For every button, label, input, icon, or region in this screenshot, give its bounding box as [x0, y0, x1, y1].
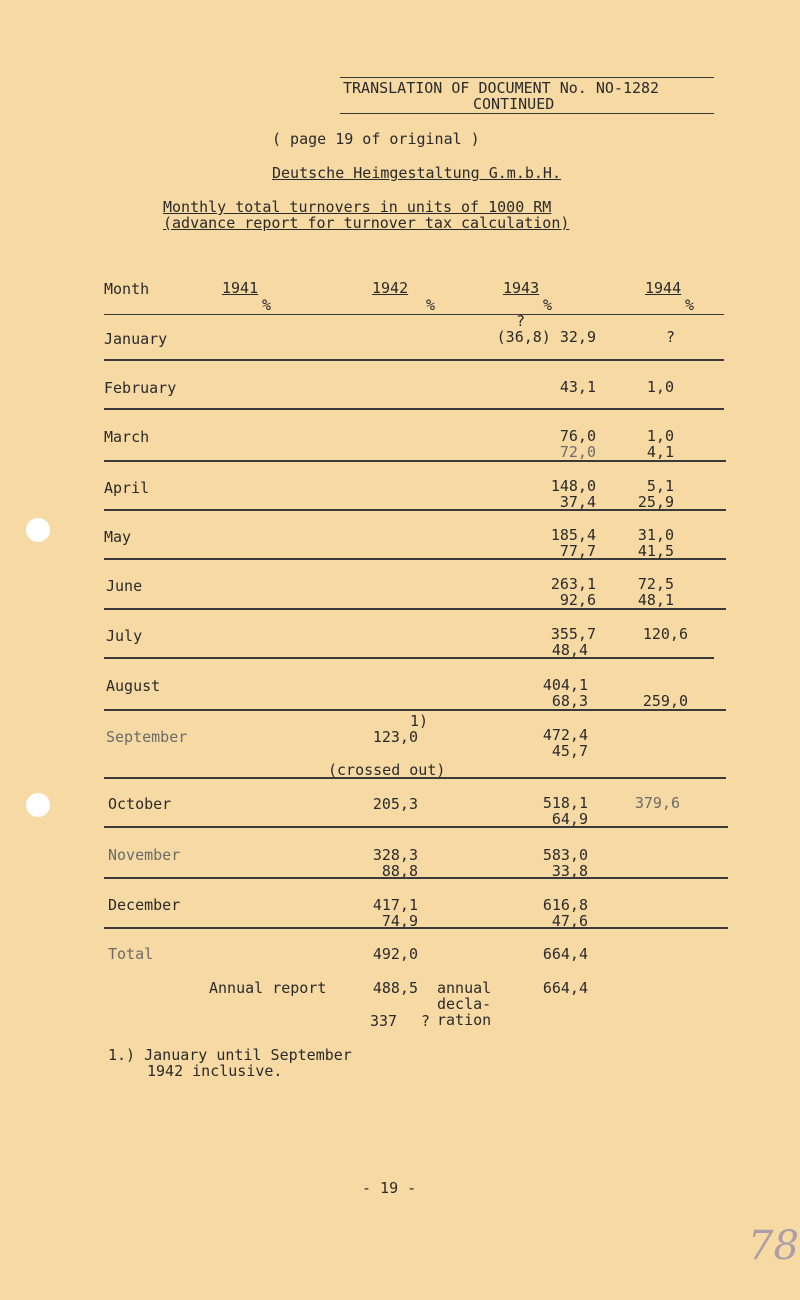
cell-1942-annual-report-alt: 337 — [370, 1012, 398, 1030]
cell-1943-february: 43,1 — [559, 378, 596, 396]
month-label-november: November — [108, 846, 181, 864]
cell-1943-october: 518,1 — [542, 794, 588, 812]
cell-1943-november-percent: 33,8 — [551, 862, 588, 880]
month-label-september: September — [106, 728, 188, 746]
percent-1944: % — [685, 296, 695, 314]
cell-1944-may-percent: 41,5 — [637, 542, 674, 560]
cell-1944-october: 379,6 — [634, 794, 680, 812]
cell-1943-july: 355,7 — [550, 625, 596, 643]
cell-1943-annual-report: 664,4 — [542, 979, 588, 997]
row-rule-august — [104, 709, 726, 711]
row-rule-january — [104, 359, 724, 361]
cell-1943-june: 263,1 — [550, 575, 596, 593]
month-column-header: Month — [104, 280, 150, 298]
cell-1944-march: 1,0 — [646, 427, 674, 445]
cell-1943-july-percent: 48,4 — [551, 641, 588, 659]
year-1942-header: 1942 — [372, 279, 409, 297]
row-rule-june — [104, 608, 726, 610]
row-rule-july — [104, 657, 714, 659]
month-label-june: June — [106, 577, 143, 595]
cell-1943-january-query: ? — [516, 312, 526, 330]
cell-1944-february: 1,0 — [646, 378, 674, 396]
cell-1943-october-percent: 64,9 — [551, 810, 588, 828]
header-underline — [104, 314, 724, 315]
month-label-february: February — [104, 379, 177, 397]
month-label-may: May — [104, 528, 132, 546]
header-rule-top — [340, 77, 714, 78]
row-rule-december — [104, 927, 728, 929]
row-rule-october — [104, 826, 728, 828]
row-rule-april — [104, 509, 726, 511]
row-rule-may — [104, 558, 726, 560]
cell-1944-april: 5,1 — [646, 477, 674, 495]
page-footer-number: - 19 - — [362, 1179, 417, 1197]
translation-heading: TRANSLATION OF DOCUMENT No. NO-1282 — [343, 79, 660, 97]
percent-1941: % — [262, 296, 272, 314]
cell-1944-january: ? — [666, 328, 676, 346]
cell-1943-september-percent: 45,7 — [551, 742, 588, 760]
cell-1943-december: 616,8 — [542, 896, 588, 914]
year-1941-header: 1941 — [222, 279, 259, 297]
cell-1942-december: 417,1 — [372, 896, 418, 914]
row-rule-november — [104, 877, 728, 879]
annual-report-query: ? — [421, 1012, 431, 1030]
crossed-out-note: (crossed out) — [328, 761, 446, 779]
cell-1943-march-percent: 72,0 — [559, 443, 596, 461]
month-label-march: March — [104, 428, 150, 446]
cell-1942-total: 492,0 — [372, 945, 418, 963]
cell-1944-june-percent: 48,1 — [637, 591, 674, 609]
handwritten-page-number: 78 — [748, 1223, 799, 1269]
table-title-line-1: Monthly total turnovers in units of 1000 RM — [163, 198, 552, 216]
cell-1944-may: 31,0 — [637, 526, 674, 544]
cell-1943-august: 404,1 — [542, 676, 588, 694]
row-rule-february — [104, 408, 724, 410]
cell-1943-total: 664,4 — [542, 945, 588, 963]
cell-1943-september: 472,4 — [542, 726, 588, 744]
footnote-line-2: 1942 inclusive. — [147, 1062, 283, 1080]
row-rule-september — [104, 777, 726, 779]
month-label-october: October — [108, 795, 172, 813]
annual-declaration-line-3: ration — [437, 1011, 492, 1029]
cell-1943-january: (36,8) 32,9 — [496, 328, 596, 346]
cell-1942-annual-report: 488,5 — [372, 979, 418, 997]
year-1943-header: 1943 — [503, 279, 540, 297]
total-label: Total — [108, 945, 154, 963]
cell-1944-april-percent: 25,9 — [637, 493, 674, 511]
table-title-line-2: (advance report for turnover tax calculation) — [163, 214, 570, 232]
month-label-july: July — [106, 627, 143, 645]
cell-1942-october: 205,3 — [372, 795, 418, 813]
percent-1942: % — [426, 296, 436, 314]
page-reference: ( page 19 of original ) — [272, 130, 480, 148]
cell-1943-november: 583,0 — [542, 846, 588, 864]
continued-heading: CONTINUED — [473, 95, 555, 113]
cell-1942-september: 123,0 — [372, 728, 418, 746]
month-label-december: December — [108, 896, 181, 914]
row-rule-march — [104, 460, 726, 462]
company-name: Deutsche Heimgestaltung G.m.b.H. — [272, 164, 561, 182]
percent-1943: % — [543, 296, 553, 314]
month-label-january: January — [104, 330, 168, 348]
cell-1942-november-percent: 88,8 — [381, 862, 418, 880]
cell-1942-december-percent: 74,9 — [381, 912, 418, 930]
footnote-mark-1: 1) — [410, 712, 429, 730]
footnote-line-1: 1.) January until September — [108, 1046, 352, 1064]
cell-1942-november: 328,3 — [372, 846, 418, 864]
cell-1943-may: 185,4 — [550, 526, 596, 544]
punch-hole-lower — [26, 793, 50, 817]
annual-declaration-line-1: annual — [437, 979, 492, 997]
annual-declaration-line-2: decla- — [437, 995, 492, 1013]
annual-report-label: Annual report — [209, 979, 327, 997]
cell-1943-august-percent: 68,3 — [551, 692, 588, 710]
cell-1943-june-percent: 92,6 — [559, 591, 596, 609]
month-label-april: April — [104, 479, 150, 497]
year-1944-header: 1944 — [645, 279, 682, 297]
cell-1944-august: 259,0 — [642, 692, 688, 710]
cell-1944-june: 72,5 — [637, 575, 674, 593]
cell-1943-april: 148,0 — [550, 477, 596, 495]
header-rule-bottom — [340, 113, 714, 114]
month-label-august: August — [106, 677, 161, 695]
cell-1943-april-percent: 37,4 — [559, 493, 596, 511]
cell-1943-may-percent: 77,7 — [559, 542, 596, 560]
cell-1944-march-percent: 4,1 — [646, 443, 674, 461]
cell-1943-march: 76,0 — [559, 427, 596, 445]
cell-1944-july: 120,6 — [642, 625, 688, 643]
punch-hole-upper — [26, 518, 50, 542]
cell-1943-december-percent: 47,6 — [551, 912, 588, 930]
